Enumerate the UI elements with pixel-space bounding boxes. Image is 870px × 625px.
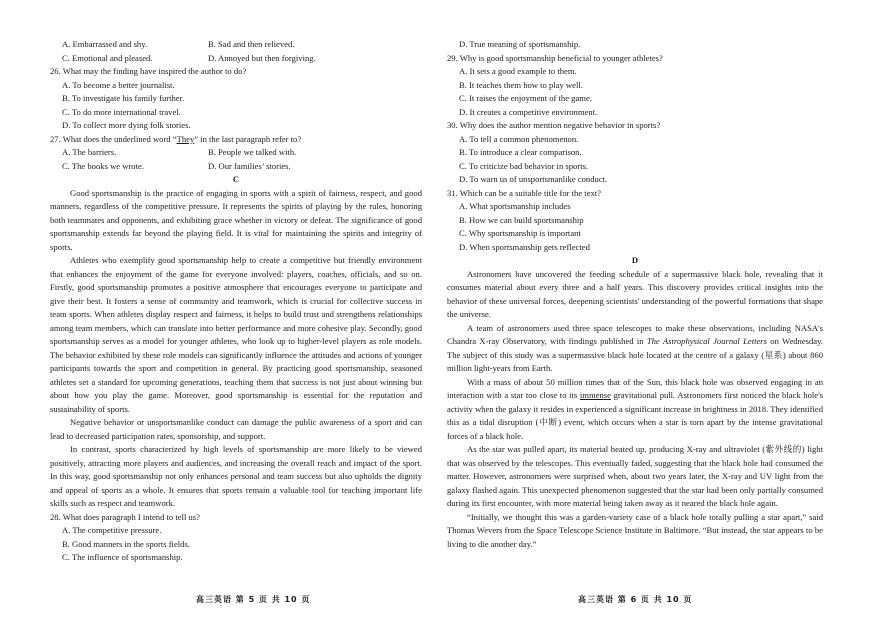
passage-d-p3-end: gravitational pull. Astronomers first noticed the black hole's activity when the galaxy it resides in experienced a significant increase in brightness in 2018. They identified this as a tidal disruption (中断) event, which occurs when a star is torn apart by the intense gravitational forces of a black hole. — [447, 390, 823, 441]
q29-option-a: A. It sets a good example to them. — [459, 66, 577, 76]
q27-option-d: D. Our families’ stories. — [208, 160, 291, 171]
passage-d-p3-start: With a mass of about 50 million times that of the Sun, this black hole was observed engaging in an interaction with a star too close to its — [447, 376, 823, 400]
q29-option-b: B. It teaches them how to play well. — [459, 79, 583, 90]
q25-option-b: B. Sad and then relieved. — [208, 39, 295, 49]
q25-option-a: A. Embarrassed and shy. — [62, 39, 148, 49]
q28-stem: 28. What does paragraph I intend to tell us? — [50, 511, 200, 522]
passage-d-paragraph-3 — [447, 376, 823, 444]
passage-d-paragraph-5: “Initially, we thought this was a garden-variety case of a black hole totally pulling a star apart,” said Thomas Wevers from the Space Telescope Science Institute in Baltimore. “But instead, the star appears to be living to die another day.” — [447, 511, 823, 549]
page-footer-right: 高三英语 第 6 页 共 10 页 — [578, 595, 693, 604]
q26-option-b: B. To investigate his family further. — [62, 93, 185, 103]
q27-stem — [50, 133, 422, 147]
underlined-word-immense: immense — [579, 390, 611, 400]
section-d-heading: D — [631, 255, 639, 265]
passage-d-paragraph-1: Astronomers have uncovered the feeding schedule of a supermassive black hole, revealing that it consumes material about every three and a half years. This discovery provides critical insights into the behavior of these universal forces, deepening scientists' understanding of the powerful formations that shape the universe. — [447, 268, 823, 319]
q30-option-a: A. To tell a common phenomenon. — [459, 133, 579, 144]
q28-option-c: C. The influence of sportsmanship. — [62, 552, 183, 562]
q30-stem: 30. Why does the author mention negative behavior in sports? — [447, 120, 661, 130]
q26-option-d: D. To collect more dying folk stories. — [62, 120, 191, 130]
q29-option-d: D. It creates a competitive environment. — [459, 106, 598, 117]
passage-c-paragraph-1: Good sportsmanship is the practice of engaging in sports with a spirit of fairness, respect, and good manners, regardless of the competitive pressure. It represents the spirits of playing by the rules, honoring both teammates and opponents, and exhibiting grace whether in victory or defeat. The significance of good sportsmanship extends far beyond the playing field. It is vital for maintaining the spirits and integrity of sports. — [50, 187, 422, 252]
q30-option-b: B. To introduce a clear comparison. — [459, 147, 582, 157]
passage-d-p2-start: A team of astronomers used three space telescopes to make these observations, including NASA's Chandra X-ray Observatory, with findings published in — [447, 322, 823, 346]
q25-option-c: C. Emotional and pleased. — [62, 52, 153, 63]
q27-stem-start: 27. What does the underlined word “ — [50, 133, 177, 144]
q27-option-a: A. The barriers. — [62, 147, 117, 157]
journal-title: The Astrophysical Journal Letters — [646, 336, 767, 346]
q26-option-c: C. To do more international travel. — [62, 106, 181, 117]
passage-c-paragraph-4: In contrast, sports characterized by high levels of sportsmanship are more likely to be viewed positively, attracting more players and audiences, and increasing the overall reach and impact of the sport. In this way, good sportsmanship not only enhances personal and team success but also upholds the dignity and appeal of sports as a whole. It ensures that sports remain a valuable tool for teaching important life skills such as respect and teamwork. — [50, 444, 422, 508]
passage-c-paragraph-3: Negative behavior or unsportsmanlike conduct can damage the public awareness of a sport and can lead to decreased participation rates, sponsorship, and support. — [50, 417, 422, 441]
q26-stem: 26. What may the finding have inspired the author to do? — [50, 66, 247, 76]
passage-d-paragraph-4: As the star was pulled apart, its material heated up, producing X-ray and ultraviolet (紫外线的) light that was observed by the telescopes. This eventually faded, suggesting that the black hole had consumed the matter. However, astronomers were surprised when, about two years later, the X-ray and UV light from the galaxy flashed again. This unexpected phenomenon suggested that the star had been only partially consumed during its first encounter, with more material being taken away as it neared the black hole again. — [447, 444, 823, 508]
q27-option-b: B. People we talked with. — [208, 147, 297, 157]
q27-option-c: C. The books we wrote. — [62, 160, 144, 171]
q26-option-a: A. To become a better journalist. — [62, 79, 175, 90]
passage-d-p2-end: on Wednesday. The subject of this study was a supermassive black hole located at the centre of a galaxy (星系) about 860 million light-years from Earth. — [447, 336, 824, 373]
q27-options-row2 — [50, 160, 422, 174]
q28-option-d: D. True meaning of sportsmanship. — [459, 39, 581, 49]
q30-option-d: D. To warn us of unsportsmanlike conduct. — [459, 174, 608, 184]
q31-option-b: B. How we can build sportsmanship — [459, 214, 584, 225]
left-column — [50, 38, 422, 565]
passage-c-paragraph-2: Athletes who exemplify good sportsmanship help to create a competitive but friendly environment that enhances the enjoyment of the game for everyone involved: players, coaches, officials, and so on. Firstly, good sportsmanship promotes a positive atmosphere that encourages everyone to participate and give their best. It fosters a sense of community and teamwork, which is crucial for collective success in team sports. When athletes display respect and fairness, it helps to build trust and strengthens relationships among team members, which can translate into better performance and more cohesive play. Secondly, good sportsmanship serves as a model for younger athletes, who look up to higher-level players as role models. The behavior exhibited by these role models can significantly influence the attitudes and actions of younger participants towards the sport and competition in general. By practicing good sportsmanship, seasoned athletes set a standard for upcoming generations, teaching them that success is not just about winning but about how you play the game. Moreover, good sportsmanship is essential for the reputation and sustainability of sports. — [50, 255, 422, 414]
right-column — [447, 38, 823, 551]
q31-stem: 31. Which can be a suitable title for the text? — [447, 187, 601, 198]
q31-option-d: D. When sportsmanship gets reflected — [459, 241, 590, 252]
q28-option-b: B. Good manners in the sports fields. — [62, 538, 190, 549]
section-c-heading: C — [232, 174, 240, 184]
q27-underlined-word: They — [176, 133, 195, 144]
q25-options-row2 — [50, 52, 422, 66]
q25-option-d: D. Annoyed but then forgiving. — [208, 52, 316, 63]
q31-option-c: C. Why sportsmanship is important — [459, 228, 581, 238]
q27-stem-end: ” in the last paragraph refer to? — [194, 133, 302, 144]
q31-option-a: A. What sportsmanship includes — [459, 201, 571, 211]
q29-option-c: C. It raises the enjoyment of the game. — [459, 93, 592, 103]
q25-options-row1 — [50, 38, 422, 52]
q30-option-c: C. To criticize bad behavior in sports. — [459, 160, 589, 171]
q29-stem: 29. Why is good sportsmanship beneficial to younger athletes? — [447, 52, 663, 63]
passage-d-paragraph-2 — [447, 322, 823, 376]
q27-options-row1 — [50, 146, 422, 160]
page-footer-left: 高三英语 第 5 页 共 10 页 — [196, 595, 311, 604]
q28-option-a: A. The competitive pressure. — [62, 525, 162, 535]
